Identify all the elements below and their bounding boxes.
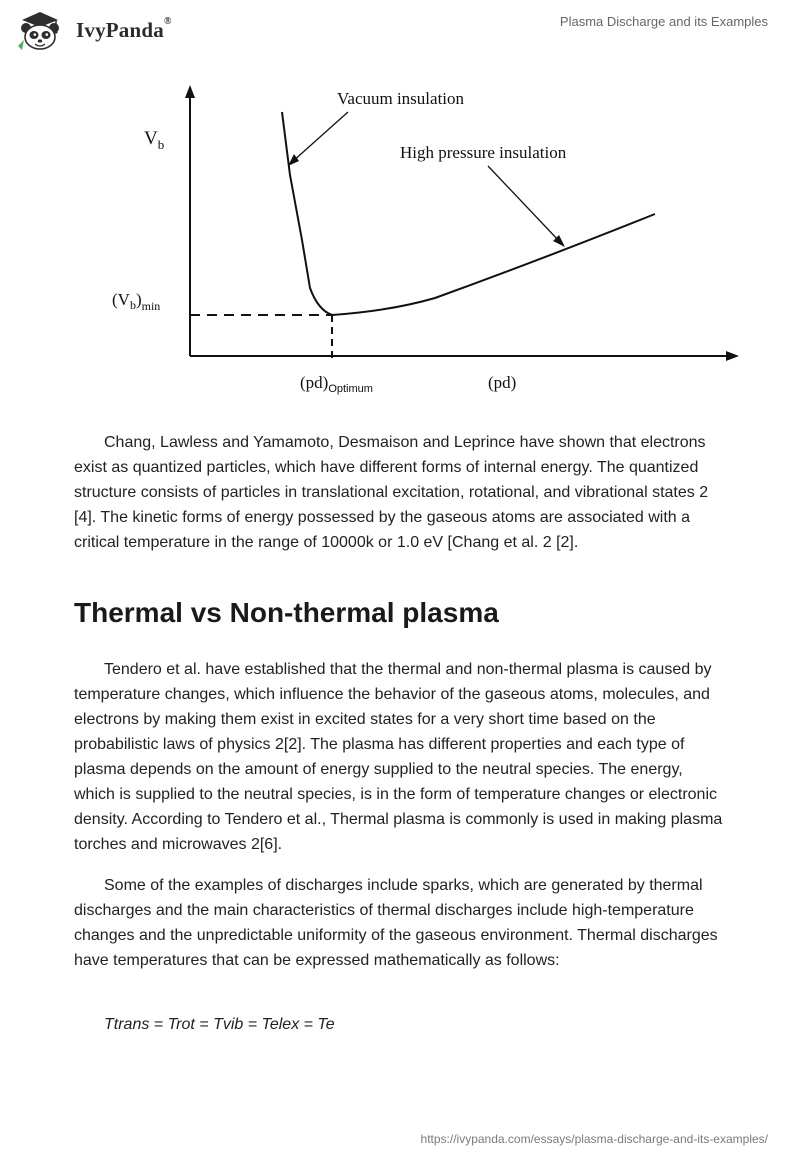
registered-mark: ® [163,16,172,27]
high-pressure-insulation-label: High pressure insulation [400,143,567,162]
y-axis-label: $V_b$ [144,128,165,152]
vacuum-insulation-label: Vacuum insulation [337,89,465,108]
vacuum-arrow [292,112,348,162]
paragraph-3 [74,873,728,973]
axes [185,85,739,361]
section-heading: Thermal vs Non-thermal plasma [74,597,499,628]
panda-logo-icon[interactable] [16,10,64,52]
footer-source-url[interactable]: https://ivypanda.com/essays/plasma-discharge-and-its-examples/ [420,1132,768,1146]
temperature-formula: Ttrans = Trot = Tvib = Telex = Te [104,1016,335,1033]
x-optimum-label: $(pd)_{Optimum}$ [300,373,373,395]
x-axis-label: (pd) [488,373,517,392]
paragraph-3-text: Some of the examples of discharges include sparks, which are generated by thermal discharges and the main characteristics of thermal discharges include high-temperature changes and the unpredictable uniformity of the gaseous environment. Thermal discharges have temperatures that can be expressed mathematically as follows: [74,877,718,969]
page-header [0,0,800,70]
high-pressure-arrow [488,166,560,242]
paragraph-2 [74,657,728,857]
paragraph-1-text: Chang, Lawless and Yamamoto, Desmaison and Leprince have shown that electrons exist as quantized particles, which have different forms of internal energy. The quantized structure consists of particles in translational excitation, rotational, and vibrational states 2 [4]. The kinetic forms of energy possessed by the gaseous atoms are associated with a critical temperature in the range of 10000k or 1.0 eV [Chang et al. 2 [2]. [74,434,709,551]
document-title: Plasma Discharge and its Examples [559,14,768,29]
paragraph-2-text: Tendero et al. have established that the thermal and non-thermal plasma is caused by temperature changes, which influence the behavior of the gaseous atoms, molecules, and electrons by making them exist in excited states for a very short time based on the probabilistic laws of physics 2[2]. The plasma has different properties and each type of plasma depends on the amount of energy supplied to the neutral species. The energy, which is supplied to the neutral species, is in the form of temperature changes or electronic density. According to Tendero et al., Thermal plasma is commonly is used in making plasma torches and microwaves 2[6]. [74,661,723,853]
paragraph-1 [74,430,728,555]
y-min-label: $(V_b)_{min}$ [112,290,161,313]
breakdown-voltage-diagram [100,80,760,410]
brand-name[interactable]: IvyPanda® [76,16,172,42]
vacuum-arrowhead [288,154,299,166]
